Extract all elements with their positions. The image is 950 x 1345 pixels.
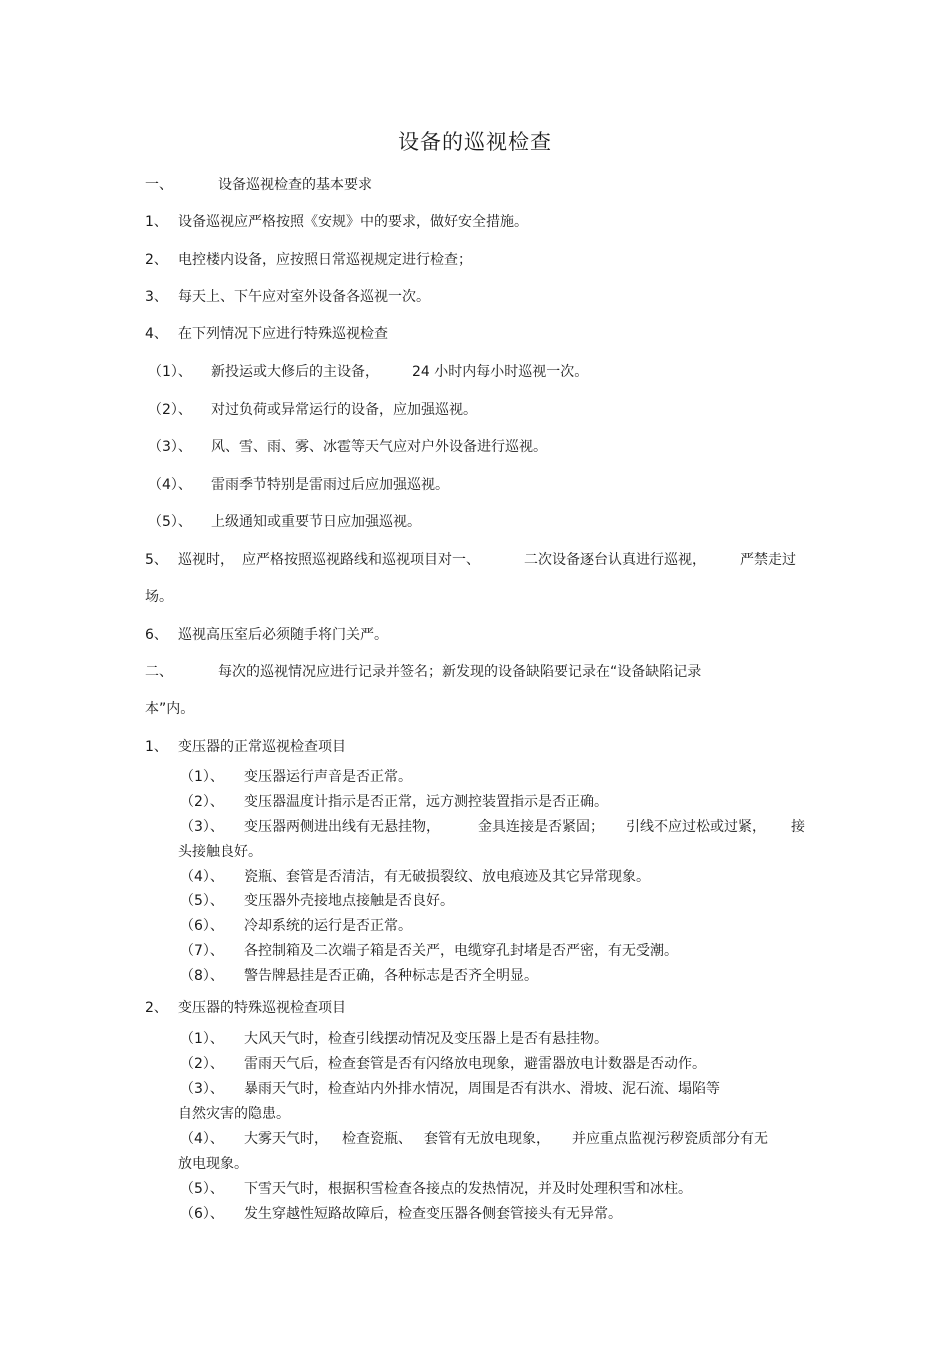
item-number: 5、 <box>145 552 168 568</box>
sub-item-number: （2）、 <box>148 402 192 418</box>
sub-item-number: （1）、 <box>148 364 192 380</box>
section-2-heading-continuation: 本”内。 <box>145 701 195 717</box>
sub-item-number: （5）、 <box>148 514 192 530</box>
sub-item-text: 并应重点监视污秽瓷质部分有无 <box>572 1131 768 1147</box>
sub-item-number: （2）、 <box>180 1056 224 1072</box>
sub-item-text: 上级通知或重要节日应加强巡视。 <box>211 514 421 530</box>
sub-item-number: （1）、 <box>180 1031 224 1047</box>
group-heading: 变压器的正常巡视检查项目 <box>178 739 346 755</box>
sub-item-text: 暴雨天气时，检查站内外排水情况，周围是否有洪水、滑坡、泥石流、塌陷等 <box>244 1081 720 1097</box>
sub-item-text: 24 小时内每小时巡视一次。 <box>412 364 589 380</box>
sub-item-text: 套管有无放电现象， <box>424 1131 550 1147</box>
sub-item-text: 检查瓷瓶、 <box>342 1131 412 1147</box>
sub-item-continuation: 自然灾害的隐患。 <box>178 1106 290 1122</box>
item-number: 2、 <box>145 252 168 268</box>
item-text: 设备巡视应严格按照《安规》中的要求，做好安全措施。 <box>178 214 528 230</box>
sub-item-number: （3）、 <box>180 1081 224 1097</box>
item-text: 每天上、下午应对室外设备各巡视一次。 <box>178 289 430 305</box>
sub-item-text: 接 <box>791 819 805 835</box>
item-number: 3、 <box>145 289 168 305</box>
section-1-number: 一、 <box>145 177 173 193</box>
sub-item-number: （1）、 <box>180 769 224 785</box>
group-heading: 变压器的特殊巡视检查项目 <box>178 1000 346 1016</box>
sub-item-text: 变压器温度计指示是否正常，远方测控装置指示是否正确。 <box>244 794 608 810</box>
sub-item-text: 雷雨季节特别是雷雨过后应加强巡视。 <box>211 477 449 493</box>
sub-item-text: 引线不应过松或过紧， <box>626 819 766 835</box>
sub-item-text: 瓷瓶、套管是否清洁，有无破损裂纹、放电痕迹及其它异常现象。 <box>244 869 650 885</box>
sub-item-text: 风、雪、雨、雾、冰雹等天气应对户外设备进行巡视。 <box>211 439 547 455</box>
sub-item-number: （3）、 <box>148 439 192 455</box>
item-text: 二次设备逐台认真进行巡视， <box>524 552 706 568</box>
item-text: 严禁走过 <box>740 552 796 568</box>
section-1-heading: 设备巡视检查的基本要求 <box>218 177 372 193</box>
sub-item-number: （4）、 <box>180 869 224 885</box>
page-title: 设备的巡视检查 <box>398 130 552 154</box>
sub-item-number: （8）、 <box>180 968 224 984</box>
section-2-number: 二、 <box>145 664 173 680</box>
sub-item-number: （4）、 <box>180 1131 224 1147</box>
item-text: 巡视高压室后必须随手将门关严。 <box>178 627 388 643</box>
sub-item-text: 冷却系统的运行是否正常。 <box>244 918 412 934</box>
sub-item-number: （2）、 <box>180 794 224 810</box>
item-text-continuation: 场。 <box>145 589 173 605</box>
sub-item-text: 金具连接是否紧固； <box>478 819 604 835</box>
sub-item-text: 变压器外壳接地点接触是否良好。 <box>244 893 454 909</box>
sub-item-text: 变压器两侧进出线有无悬挂物， <box>244 819 440 835</box>
sub-item-text: 对过负荷或异常运行的设备，应加强巡视。 <box>211 402 477 418</box>
item-text: 在下列情况下应进行特殊巡视检查 <box>178 326 388 342</box>
item-number: 6、 <box>145 627 168 643</box>
sub-item-text: 新投运或大修后的主设备， <box>211 364 379 380</box>
sub-item-number: （3）、 <box>180 819 224 835</box>
sub-item-text: 大雾天气时， <box>244 1131 328 1147</box>
sub-item-text: 雷雨天气后，检查套管是否有闪络放电现象，避雷器放电计数器是否动作。 <box>244 1056 706 1072</box>
sub-item-number: （5）、 <box>180 1181 224 1197</box>
item-number: 1、 <box>145 214 168 230</box>
sub-item-number: （4）、 <box>148 477 192 493</box>
sub-item-number: （6）、 <box>180 1206 224 1222</box>
item-text: 巡视时， <box>178 552 234 568</box>
sub-item-text: 下雪天气时，根据积雪检查各接点的发热情况，并及时处理积雪和冰柱。 <box>244 1181 692 1197</box>
sub-item-continuation: 头接触良好。 <box>178 844 262 860</box>
sub-item-continuation: 放电现象。 <box>178 1156 248 1172</box>
item-number: 4、 <box>145 326 168 342</box>
sub-item-text: 警告牌悬挂是否正确，各种标志是否齐全明显。 <box>244 968 538 984</box>
sub-item-number: （6）、 <box>180 918 224 934</box>
sub-item-text: 各控制箱及二次端子箱是否关严，电缆穿孔封堵是否严密，有无受潮。 <box>244 943 678 959</box>
item-text: 应严格按照巡视路线和巡视项目对一、 <box>242 552 480 568</box>
group-number: 1、 <box>145 739 168 755</box>
sub-item-number: （7）、 <box>180 943 224 959</box>
section-2-heading: 每次的巡视情况应进行记录并签名；新发现的设备缺陷要记录在“设备缺陷记录 <box>218 664 702 680</box>
sub-item-text: 变压器运行声音是否正常。 <box>244 769 412 785</box>
group-number: 2、 <box>145 1000 168 1016</box>
item-text: 电控楼内设备，应按照日常巡视规定进行检查； <box>178 252 472 268</box>
sub-item-number: （5）、 <box>180 893 224 909</box>
sub-item-text: 大风天气时，检查引线摆动情况及变压器上是否有悬挂物。 <box>244 1031 608 1047</box>
sub-item-text: 发生穿越性短路故障后，检查变压器各侧套管接头有无异常。 <box>244 1206 622 1222</box>
